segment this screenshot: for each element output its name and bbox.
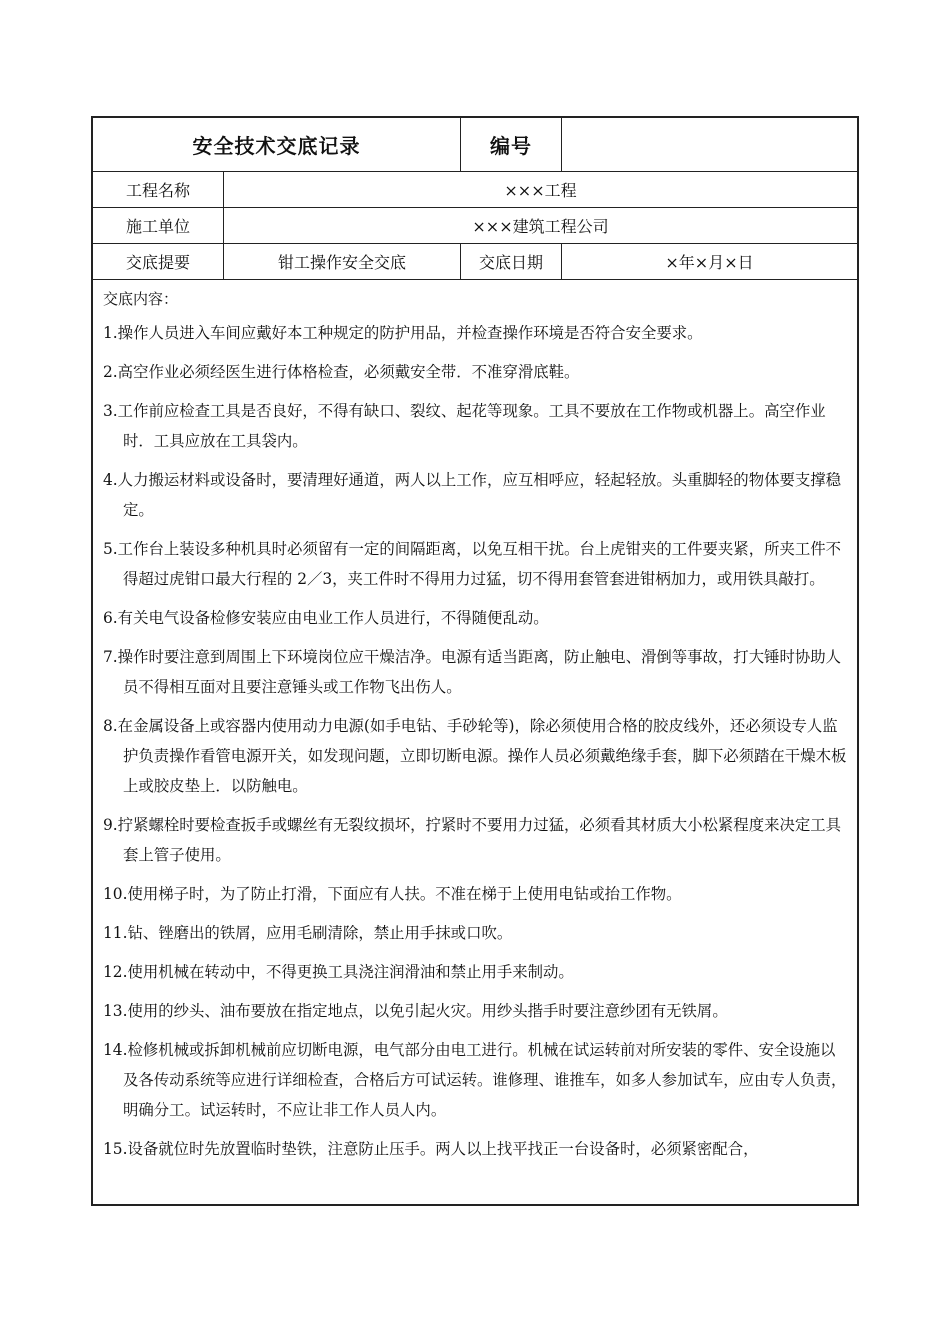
list-item: 5.工作台上装设多种机具时必须留有一定的间隔距离，以免互相干扰。台上虎钳夹的工件要夹紧，所夹工件不得超过虎钳口最大行程的 2／3，夹工件时不得用力过猛，切不得用套管套进钳柄加力，或用铁具敲打。 [103, 540, 842, 588]
list-item: 8.在金属设备上或容器内使用动力电源(如手电钻、手砂轮等)，除必须使用合格的胶皮线外，还必须设专人监护负责操作看管电源开关，如发现问题，立即切断电源。操作人员必须戴绝缘手套，脚下必须踏在干燥木板上或胶皮垫上．以防触电。 [103, 717, 847, 795]
list-item: 10.使用梯子时，为了防止打滑，下面应有人扶。不准在梯于上使用电钻或抬工作物。 [103, 885, 682, 903]
project-name-label: 工程名称 [93, 172, 224, 207]
summary-label: 交底提要 [93, 244, 224, 279]
contractor-row [93, 208, 857, 244]
list-item: 6.有关电气设备检修安装应由电业工作人员进行，不得随便乱动。 [103, 609, 549, 627]
number-value [562, 118, 857, 171]
summary-value: 钳工操作安全交底 [224, 244, 461, 279]
date-label: 交底日期 [461, 244, 562, 279]
summary-row [93, 244, 857, 280]
list-item: 14.检修机械或拆卸机械前应切断电源，电气部分由电工进行。机械在试运转前对所安装的零件、安全设施以及各传动系统等应进行详细检查，合格后方可试运转。谁修理、谁推车，如多人参加试车，应由专人负责，明确分工。试运转时，不应让非工作人员人内。 [103, 1041, 847, 1119]
list-item: 2.高空作业必须经医生进行体格检查，必须戴安全带．不准穿滑底鞋。 [103, 363, 580, 381]
content-heading: 交底内容： [103, 290, 179, 308]
safety-briefing-form [91, 116, 859, 1206]
project-name-row [93, 172, 857, 208]
number-label: 编号 [461, 118, 562, 171]
project-name-value: ×××工程 [504, 181, 577, 200]
list-item: 9.拧紧螺栓时要检查扳手或螺丝有无裂纹损坏，拧紧时不要用力过猛，必须看其材质大小松紧程度来决定工具套上管子使用。 [103, 816, 842, 864]
list-item: 15.设备就位时先放置临时垫铁，注意防止压手。两人以上找平找正一台设备时，必须紧密配合， [103, 1140, 759, 1158]
list-item: 1.操作人员进入车间应戴好本工种规定的防护用品，并检查操作环境是否符合安全要求。 [103, 324, 703, 342]
list-item: 3.工作前应检查工具是否良好，不得有缺口、裂纹、起花等现象。工具不要放在工作物或机器上。高空作业时．工具应放在工具袋内。 [103, 402, 826, 450]
header-row [93, 118, 857, 172]
list-item: 12.使用机械在转动中，不得更换工具浇注润滑油和禁止用手来制动。 [103, 963, 574, 981]
list-item: 13.使用的纱头、油布要放在指定地点，以免引起火灾。用纱头揩手时要注意纱团有无铁屑。 [103, 1002, 728, 1020]
list-item: 11.钻、锉磨出的铁屑，应用毛刷清除，禁止用手抹或口吹。 [103, 924, 513, 942]
contractor-label: 施工单位 [93, 208, 224, 243]
contractor-value: ×××建筑工程公司 [472, 217, 609, 236]
briefing-content [93, 280, 857, 1204]
date-value: ×年×月×日 [665, 253, 754, 272]
list-item: 4.人力搬运材料或设备时，要清理好通道，两人以上工作，应互相呼应，轻起轻放。头重脚轻的物体要支撑稳定。 [103, 471, 842, 519]
list-item: 7.操作时要注意到周围上下环境岗位应干燥洁净。电源有适当距离，防止触电、滑倒等事故，打大锤时协助人员不得相互面对且要注意锤头或工作物飞出伤人。 [103, 648, 842, 696]
form-title: 安全技术交底记录 [93, 118, 461, 171]
